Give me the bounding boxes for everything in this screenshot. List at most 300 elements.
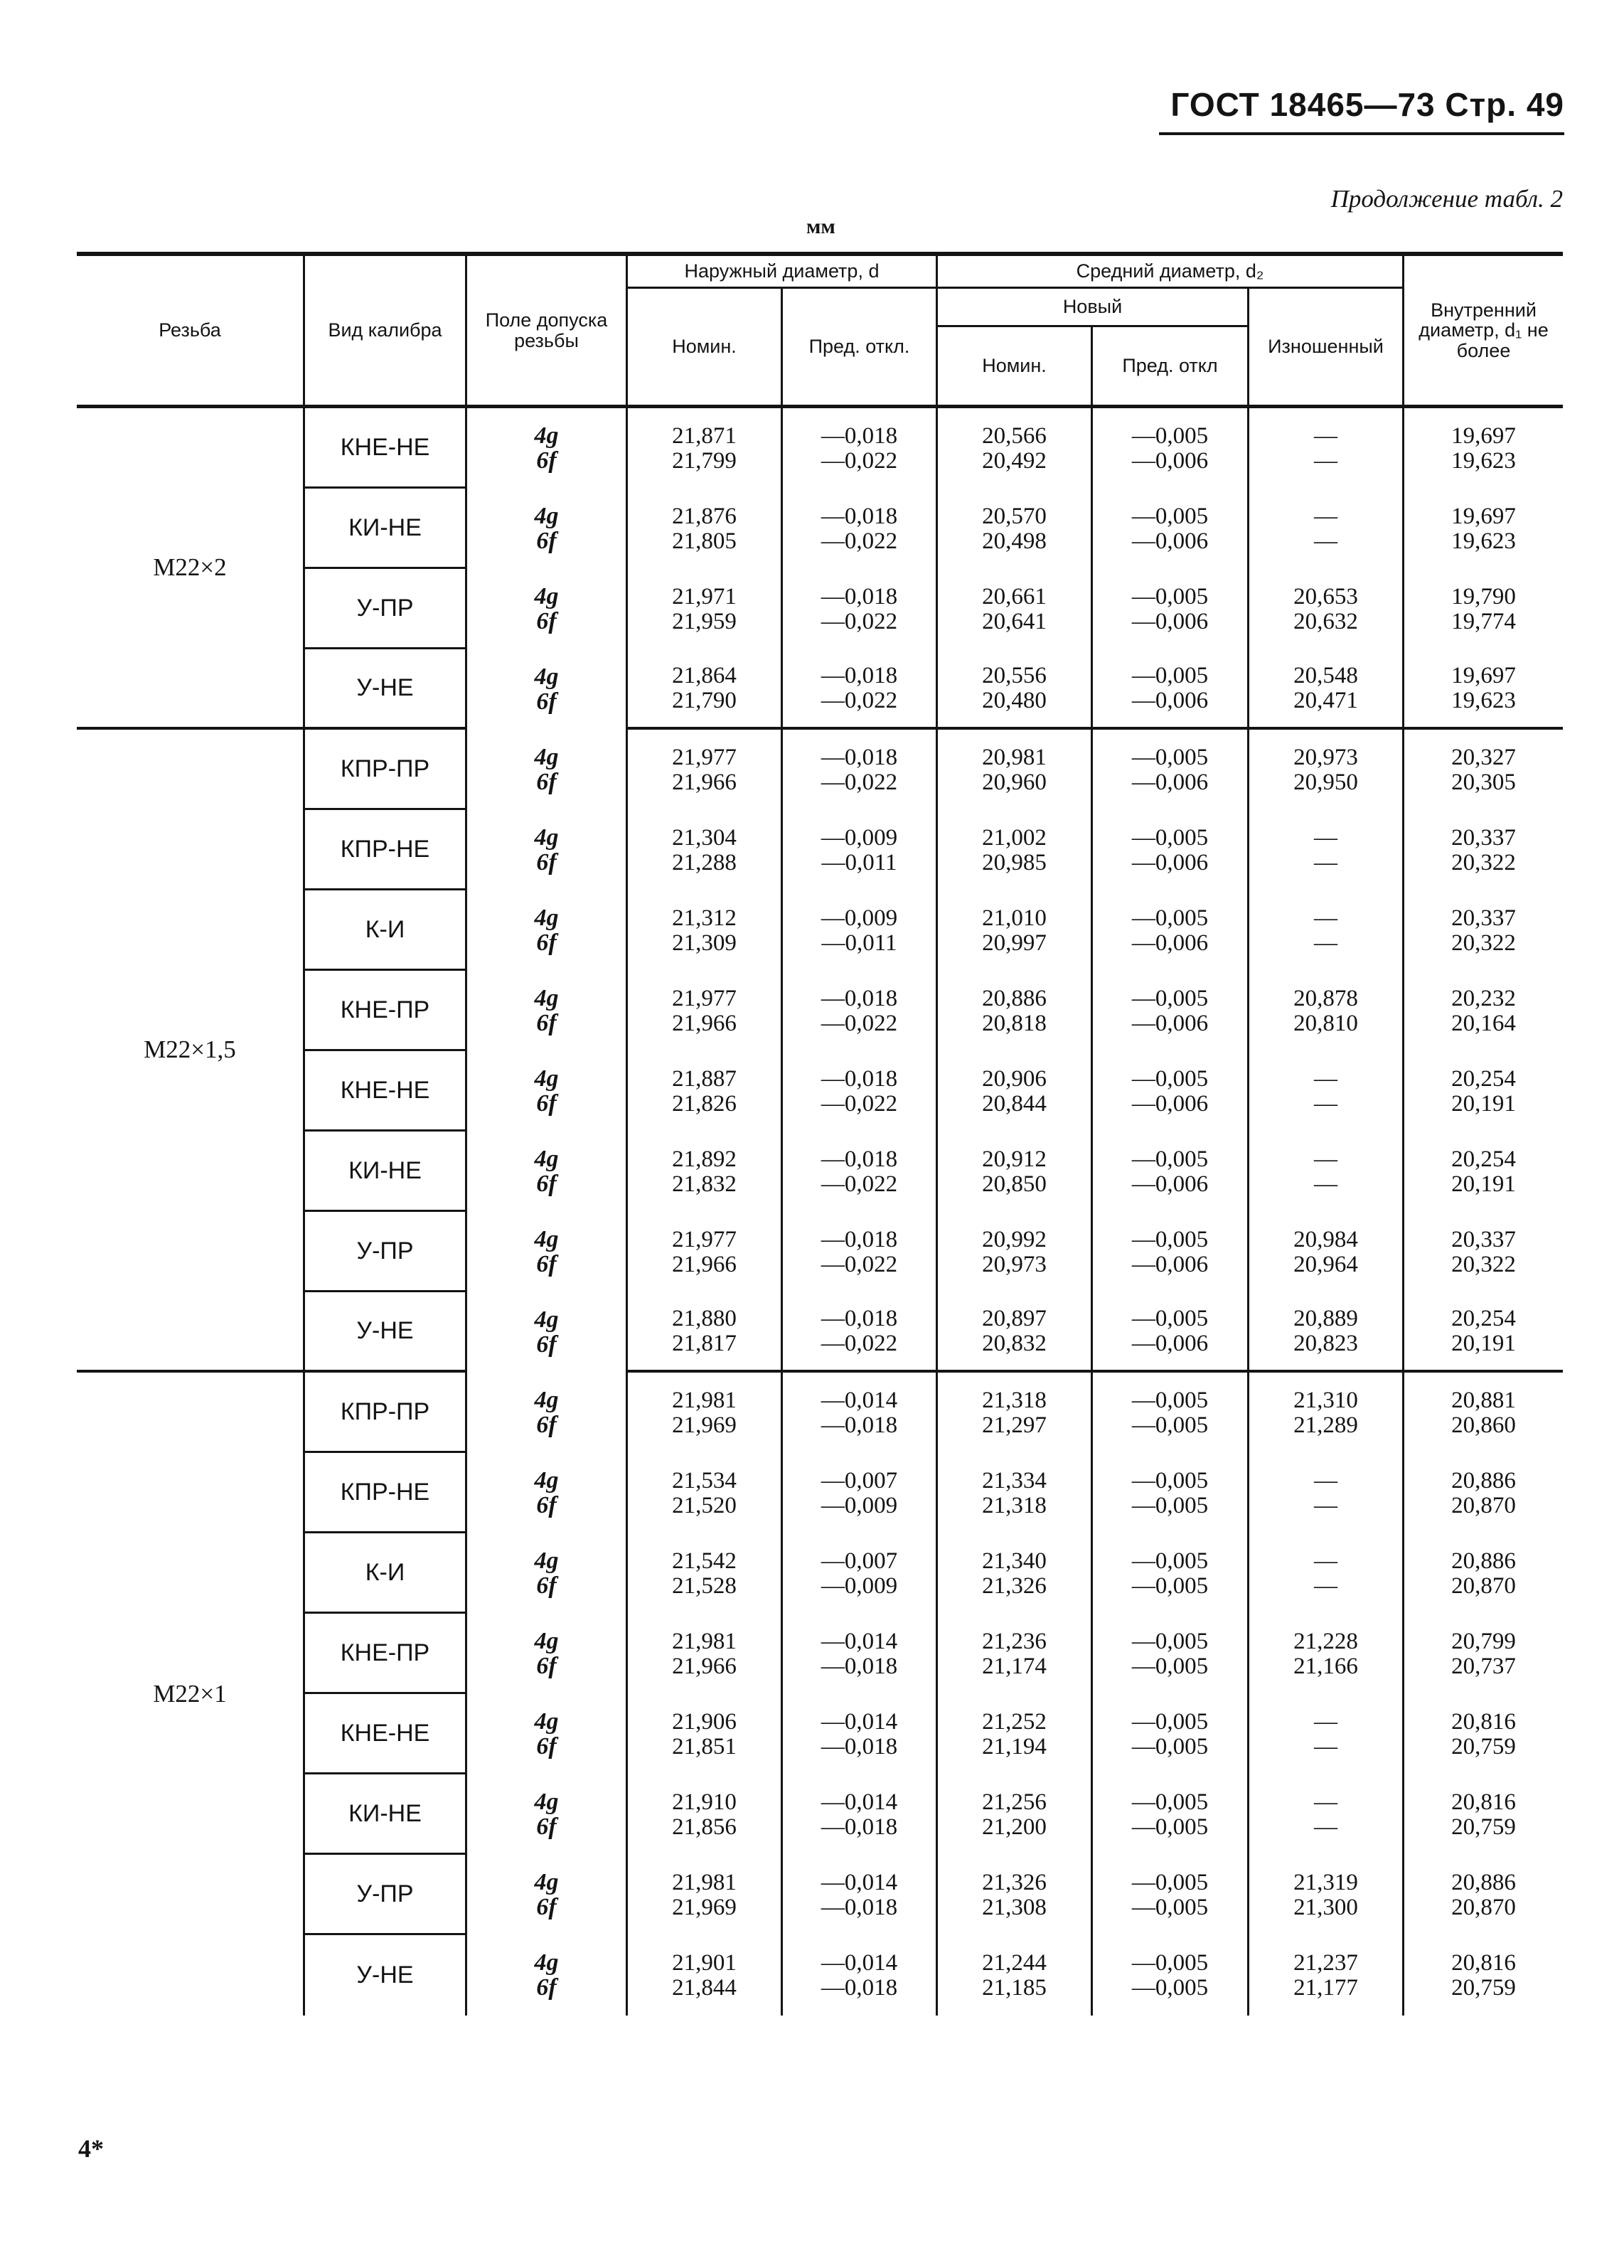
header-rule [1159,132,1564,135]
outer-nominal-cell-pair [672,1870,737,1920]
inner-diameter-cell-4g: 20,232 [1451,985,1516,1011]
mid-deviation-cell-6f: —0,006 [1131,447,1209,474]
outer-nominal-cell-6f: 21,844 [672,1974,737,2001]
mid-nominal-cell [936,1132,1091,1212]
mid-nominal-cell-6f: 21,200 [982,1814,1047,1840]
tolerance-cell-6f: 6f [536,1893,557,1920]
mid-nominal-cell-pair [982,1629,1047,1678]
mid-deviation-cell-6f: —0,006 [1131,687,1209,713]
worn-cell [1247,1373,1402,1453]
mid-deviation-cell [1091,408,1247,489]
page-footer-mark: 4* [78,2134,104,2163]
mid-deviation-cell-6f: —0,005 [1131,1653,1209,1679]
outer-nominal-cell-4g: 21,906 [672,1708,737,1735]
tolerance-cell-6f: 6f [536,929,557,956]
tolerance-cell-6f: 6f [536,447,557,474]
outer-nominal-cell [626,1774,781,1855]
outer-deviation-cell-pair [821,1870,897,1920]
outer-deviation-cell-6f: —0,018 [821,1653,898,1679]
worn-cell-pair [1314,1469,1337,1518]
mid-nominal-cell-6f: 20,985 [982,849,1047,875]
worn-cell-pair [1293,1951,1358,2000]
outer-deviation-cell-6f: —0,022 [821,769,898,795]
mid-nominal-cell-4g: 21,236 [982,1628,1047,1654]
worn-cell [1247,569,1402,649]
mid-nominal-cell-4g: 21,244 [982,1949,1047,1976]
outer-deviation-cell [781,408,936,489]
worn-cell [1247,1533,1402,1614]
mid-deviation-cell-pair [1132,1469,1208,1518]
outer-nominal-cell-pair [672,986,737,1035]
tolerance-cell-4g: 4g [534,1949,559,1976]
worn-cell-pair [1293,1870,1358,1920]
mid-nominal-cell-4g: 20,906 [982,1065,1047,1092]
outer-deviation-cell [781,1935,936,2016]
mid-nominal-cell-4g: 21,256 [982,1789,1047,1815]
outer-nominal-cell-6f: 21,309 [672,930,737,956]
inner-diameter-cell-6f: 20,759 [1451,1814,1516,1840]
worn-cell-6f: — [1314,1733,1337,1759]
mid-deviation-cell-pair [1132,1790,1208,1839]
worn-cell-4g: 20,984 [1293,1226,1358,1252]
mid-deviation-cell-pair [1132,906,1208,955]
inner-diameter-cell-6f: 20,870 [1451,1492,1516,1518]
mid-nominal-cell-4g: 20,556 [982,662,1047,688]
outer-nominal-cell-pair [672,424,737,473]
mid-deviation-cell-4g: —0,005 [1131,1628,1209,1654]
worn-cell-4g: 20,548 [1293,662,1358,688]
mid-nominal-cell-pair [982,1710,1047,1759]
inner-diameter-cell-6f: 20,759 [1451,1733,1516,1759]
worn-cell-pair [1293,986,1358,1035]
tolerance-cell-4g: 4g [534,1065,559,1092]
mid-nominal-cell-6f: 21,297 [982,1412,1047,1438]
worn-cell-pair [1314,1147,1337,1196]
mid-nominal-cell-pair [982,1306,1047,1356]
worn-cell-pair [1314,424,1337,473]
inner-diameter-cell [1402,1132,1563,1212]
mid-nominal-cell-4g: 20,992 [982,1226,1047,1252]
outer-nominal-cell-6f: 21,826 [672,1090,737,1117]
inner-diameter-cell [1402,1533,1563,1614]
inner-diameter-cell-pair [1451,1870,1516,1920]
mid-nominal-cell [936,489,1091,569]
worn-cell-6f: 21,166 [1293,1653,1358,1679]
inner-diameter-cell-6f: 20,737 [1451,1653,1516,1679]
inner-diameter-cell-6f: 19,623 [1451,528,1516,554]
mid-deviation-cell-4g: —0,005 [1131,1305,1209,1331]
outer-deviation-cell-6f: —0,018 [821,1894,898,1920]
mid-deviation-cell-4g: —0,005 [1131,1708,1209,1735]
inner-diameter-cell [1402,1051,1563,1132]
outer-nominal-cell-6f: 21,966 [672,1653,737,1679]
outer-deviation-cell [781,1373,936,1453]
mid-deviation-cell-pair [1132,1549,1208,1598]
outer-deviation-cell-6f: —0,018 [821,1814,898,1840]
outer-deviation-cell-4g: —0,014 [821,1628,898,1654]
gauge-type-cell: К-И [303,890,465,971]
mid-deviation-cell-6f: —0,005 [1131,1733,1209,1759]
outer-deviation-cell-6f: —0,011 [821,930,897,956]
inner-diameter-cell [1402,730,1563,810]
worn-cell [1247,971,1402,1051]
mid-nominal-cell-pair [982,1549,1047,1598]
outer-nominal-cell-4g: 21,977 [672,985,737,1011]
mid-nominal-cell-4g: 20,566 [982,422,1047,449]
tolerance-cell-pair [535,1308,559,1357]
gauge-type-cell: У-ПР [303,1855,465,1935]
inner-diameter-cell-pair [1451,1549,1516,1598]
mid-deviation-cell-4g: —0,005 [1131,1065,1209,1092]
mid-deviation-cell [1091,1694,1247,1774]
outer-deviation-cell-6f: —0,022 [821,1330,898,1356]
gauge-type-cell: У-НЕ [303,1292,465,1373]
gauge-type-cell: КИ-НЕ [303,489,465,569]
worn-cell-4g: 21,237 [1293,1949,1358,1976]
mid-nominal-cell [936,1855,1091,1935]
worn-cell [1247,1292,1402,1373]
inner-diameter-cell-pair [1451,1469,1516,1518]
outer-deviation-cell-pair [821,585,897,634]
mid-deviation-cell-pair [1132,1870,1208,1920]
outer-nominal-cell-4g: 21,981 [672,1387,737,1413]
inner-diameter-cell-pair [1451,585,1516,634]
gauge-type-cell: КПР-НЕ [303,1453,465,1533]
mid-nominal-cell-4g: 20,570 [982,503,1047,529]
mid-nominal-cell-6f: 21,174 [982,1653,1047,1679]
outer-deviation-cell-pair [821,1067,897,1116]
mid-nominal-cell-4g: 21,318 [982,1387,1047,1413]
worn-cell-6f: 20,823 [1293,1330,1358,1356]
outer-nominal-cell-6f: 21,288 [672,849,737,875]
tolerance-cell-pair [535,1388,559,1437]
outer-nominal-cell [626,649,781,730]
tolerance-cell-4g: 4g [534,1145,559,1172]
worn-cell-4g: — [1314,1065,1337,1092]
outer-nominal-cell-4g: 21,971 [672,583,737,609]
tolerance-cell-4g: 4g [534,904,559,931]
outer-deviation-cell [781,730,936,810]
mid-deviation-cell-4g: —0,005 [1131,1949,1209,1976]
worn-cell-4g: — [1314,1548,1337,1574]
mid-deviation-cell-6f: —0,006 [1131,1251,1209,1277]
inner-diameter-cell-pair [1451,1228,1516,1277]
inner-diameter-cell [1402,1935,1563,2016]
worn-cell [1247,1614,1402,1694]
mid-nominal-cell-pair [982,504,1047,553]
worn-cell [1247,1694,1402,1774]
mid-deviation-cell-4g: —0,005 [1131,662,1209,688]
inner-diameter-cell-4g: 20,886 [1451,1467,1516,1494]
tolerance-cell-6f: 6f [536,1411,557,1438]
worn-cell-pair [1293,585,1358,634]
inner-diameter-cell-4g: 20,886 [1451,1869,1516,1895]
tolerance-cell [465,1132,626,1212]
mid-deviation-cell-4g: —0,005 [1131,422,1209,449]
inner-diameter-cell-6f: 20,191 [1451,1090,1516,1117]
outer-nominal-cell-pair [672,1469,737,1518]
outer-nominal-cell-6f: 21,832 [672,1171,737,1197]
mid-nominal-cell-pair [982,664,1047,713]
outer-deviation-cell-6f: —0,022 [821,687,898,713]
mid-deviation-cell [1091,890,1247,971]
outer-nominal-cell [626,1373,781,1453]
tolerance-cell-6f: 6f [536,527,557,554]
inner-diameter-cell-4g: 20,337 [1451,824,1516,851]
worn-cell-pair [1293,1388,1358,1437]
gauge-type-cell: КНЕ-ПР [303,1614,465,1694]
outer-deviation-cell-pair [821,664,897,713]
inner-diameter-cell [1402,1614,1563,1694]
tolerance-cell-4g: 4g [534,422,559,449]
inner-diameter-cell-pair [1451,1147,1516,1196]
mid-deviation-cell-4g: —0,005 [1131,1387,1209,1413]
outer-nominal-cell-6f: 21,856 [672,1814,737,1840]
mid-deviation-cell-6f: —0,006 [1131,1171,1209,1197]
header-mid-nominal: Номин. [936,327,1091,408]
inner-diameter-cell-6f: 20,322 [1451,849,1516,875]
table-continuation-label: Продолжение табл. 2 [1330,185,1563,213]
mid-nominal-cell-pair [982,1228,1047,1277]
worn-cell-6f: — [1314,1814,1337,1840]
worn-cell-4g: 21,310 [1293,1387,1358,1413]
worn-cell [1247,1051,1402,1132]
outer-nominal-cell-pair [672,1147,737,1196]
tolerance-cell [465,1453,626,1533]
tolerance-cell-4g: 4g [534,582,559,609]
mid-nominal-cell-pair [982,1388,1047,1437]
tolerance-cell-4g: 4g [534,1708,559,1735]
outer-nominal-cell-4g: 21,542 [672,1548,737,1574]
worn-cell-6f: 20,950 [1293,769,1358,795]
outer-nominal-cell [626,890,781,971]
worn-cell-4g: 20,889 [1293,1305,1358,1331]
outer-nominal-cell-pair [672,504,737,553]
gauge-type-cell: КНЕ-НЕ [303,1051,465,1132]
outer-deviation-cell-pair [821,1469,897,1518]
outer-deviation-cell-4g: —0,018 [821,422,898,449]
outer-nominal-cell-6f: 21,966 [672,769,737,795]
mid-deviation-cell [1091,1212,1247,1292]
worn-cell [1247,408,1402,489]
inner-diameter-cell-6f: 19,623 [1451,447,1516,474]
worn-cell-4g: — [1314,824,1337,851]
outer-nominal-cell-4g: 21,892 [672,1146,737,1172]
outer-nominal-cell [626,971,781,1051]
tolerance-cell-4g: 4g [534,1547,559,1574]
tolerance-cell-pair [535,1549,559,1598]
inner-diameter-cell-pair [1451,1951,1516,2000]
outer-deviation-cell-pair [821,1951,897,2000]
outer-nominal-cell-pair [672,1710,737,1759]
outer-nominal-cell-pair [672,1388,737,1437]
inner-diameter-cell-6f: 20,860 [1451,1412,1516,1438]
mid-deviation-cell [1091,971,1247,1051]
outer-nominal-cell-pair [672,1951,737,2000]
mid-nominal-cell-6f: 21,185 [982,1974,1047,2001]
mid-nominal-cell-pair [982,826,1047,875]
outer-nominal-cell [626,1453,781,1533]
mid-deviation-cell-6f: —0,005 [1131,1894,1209,1920]
tolerance-cell-pair [535,1147,559,1196]
worn-cell [1247,649,1402,730]
inner-diameter-cell-6f: 20,759 [1451,1974,1516,2001]
tolerance-cell-pair [535,1067,559,1116]
mid-nominal-cell [936,1212,1091,1292]
inner-diameter-cell-4g: 20,799 [1451,1628,1516,1654]
mid-deviation-cell [1091,1292,1247,1373]
mid-deviation-cell-pair [1132,1629,1208,1678]
gauge-type-cell: КИ-НЕ [303,1132,465,1212]
header-inner-diameter: Внутренний диаметр, d₁ не более [1402,256,1563,408]
mid-deviation-cell-4g: —0,005 [1131,1789,1209,1815]
worn-cell-6f: — [1314,1171,1337,1197]
inner-diameter-cell [1402,810,1563,890]
inner-diameter-cell-pair [1451,1790,1516,1839]
worn-cell-pair [1314,1067,1337,1116]
tolerance-cell [465,1614,626,1694]
mid-deviation-cell-6f: —0,006 [1131,769,1209,795]
outer-nominal-cell-pair [672,664,737,713]
mid-deviation-cell-pair [1132,1306,1208,1356]
inner-diameter-cell-pair [1451,906,1516,955]
outer-deviation-cell-4g: —0,018 [821,985,898,1011]
worn-cell-pair [1314,1710,1337,1759]
outer-nominal-cell [626,1694,781,1774]
mid-deviation-cell-pair [1132,1951,1208,2000]
worn-cell-6f: — [1314,447,1337,474]
outer-nominal-cell-pair [672,1306,737,1356]
mid-nominal-cell [936,1935,1091,2016]
worn-cell [1247,1132,1402,1212]
gauge-type-cell: КПР-НЕ [303,810,465,890]
outer-nominal-cell [626,1212,781,1292]
tolerance-cell [465,1774,626,1855]
outer-deviation-cell-pair [821,1147,897,1196]
mid-nominal-cell-4g: 20,897 [982,1305,1047,1331]
mid-nominal-cell-6f: 20,641 [982,608,1047,634]
outer-deviation-cell-pair [821,1228,897,1277]
outer-nominal-cell-4g: 21,871 [672,422,737,449]
outer-deviation-cell-pair [821,1629,897,1678]
tolerance-cell-4g: 4g [534,1627,559,1654]
outer-nominal-cell-4g: 21,876 [672,503,737,529]
tolerance-cell-pair [535,1870,559,1920]
outer-nominal-cell-6f: 21,528 [672,1572,737,1599]
mid-nominal-cell-pair [982,1067,1047,1116]
gauge-type-cell: КПР-ПР [303,730,465,810]
tolerance-cell-6f: 6f [536,607,557,634]
outer-deviation-cell [781,1051,936,1132]
header-tolerance-field: Поле допуска резьбы [465,256,626,408]
outer-nominal-cell-pair [672,1549,737,1598]
inner-diameter-cell-4g: 20,816 [1451,1949,1516,1976]
outer-deviation-cell-4g: —0,009 [821,824,898,851]
tolerance-cell [465,1855,626,1935]
outer-nominal-cell-pair [672,1067,737,1116]
outer-deviation-cell [781,1614,936,1694]
outer-nominal-cell-6f: 21,969 [672,1412,737,1438]
outer-nominal-cell-6f: 21,817 [672,1330,737,1356]
inner-diameter-cell [1402,1212,1563,1292]
mid-deviation-cell-pair [1132,986,1208,1035]
outer-deviation-cell [781,1533,936,1614]
mid-nominal-cell-6f: 20,973 [982,1251,1047,1277]
outer-deviation-cell-4g: —0,018 [821,662,898,688]
mid-deviation-cell-pair [1132,1067,1208,1116]
mid-nominal-cell-6f: 21,326 [982,1572,1047,1599]
mid-nominal-cell-pair [982,1147,1047,1196]
tolerance-cell-6f: 6f [536,1813,557,1840]
mid-nominal-cell [936,1051,1091,1132]
outer-deviation-cell-pair [821,1790,897,1839]
mid-nominal-cell-pair [982,906,1047,955]
mid-deviation-cell-4g: —0,005 [1131,1467,1209,1494]
inner-diameter-cell-pair [1451,826,1516,875]
mid-nominal-cell [936,1614,1091,1694]
outer-nominal-cell [626,1132,781,1212]
tolerance-cell-6f: 6f [536,688,557,715]
outer-nominal-cell-6f: 21,959 [672,608,737,634]
worn-cell-6f: 20,810 [1293,1010,1358,1036]
mid-deviation-cell-4g: —0,005 [1131,583,1209,609]
outer-deviation-cell [781,1132,936,1212]
outer-nominal-cell-6f: 21,799 [672,447,737,474]
gauge-type-cell: КИ-НЕ [303,1774,465,1855]
outer-deviation-cell-pair [821,745,897,794]
tolerance-cell-pair [535,745,559,794]
mid-nominal-cell [936,890,1091,971]
mid-nominal-cell-6f: 20,498 [982,528,1047,554]
outer-nominal-cell-pair [672,1629,737,1678]
tolerance-cell-4g: 4g [534,1788,559,1815]
outer-deviation-cell [781,1292,936,1373]
outer-nominal-cell-4g: 21,901 [672,1949,737,1976]
mid-deviation-cell-pair [1132,1228,1208,1277]
mid-nominal-cell [936,649,1091,730]
outer-nominal-cell-6f: 21,969 [672,1894,737,1920]
outer-deviation-cell [781,1774,936,1855]
worn-cell-6f: — [1314,1090,1337,1117]
header-outer-deviation: Пред. откл. [781,289,936,408]
worn-cell-6f: 21,289 [1293,1412,1358,1438]
inner-diameter-cell [1402,1774,1563,1855]
gauge-type-cell: У-НЕ [303,1935,465,2016]
tolerance-cell-pair [535,424,559,473]
mid-nominal-cell-6f: 21,318 [982,1492,1047,1518]
tolerance-cell-pair [535,826,559,875]
worn-cell-6f: — [1314,930,1337,956]
inner-diameter-cell-6f: 20,870 [1451,1894,1516,1920]
header-outer-diameter: Наружный диаметр, d [626,256,936,289]
header-new: Новый [936,289,1247,327]
outer-deviation-cell-4g: —0,018 [821,583,898,609]
outer-deviation-cell-pair [821,1549,897,1598]
tolerance-cell [465,1533,626,1614]
worn-cell-4g: — [1314,1467,1337,1494]
tolerance-cell-pair [534,1225,559,1277]
mid-deviation-cell-6f: —0,006 [1131,1330,1209,1356]
outer-deviation-cell-6f: —0,011 [821,849,897,875]
tolerance-cell [465,890,626,971]
mid-deviation-cell [1091,1935,1247,2016]
worn-cell [1247,1855,1402,1935]
mid-deviation-cell [1091,1614,1247,1694]
outer-deviation-cell-4g: —0,007 [821,1548,898,1574]
worn-cell-pair [1293,1306,1358,1356]
inner-diameter-cell-pair [1451,1710,1516,1759]
tolerance-cell-pair [534,582,559,634]
